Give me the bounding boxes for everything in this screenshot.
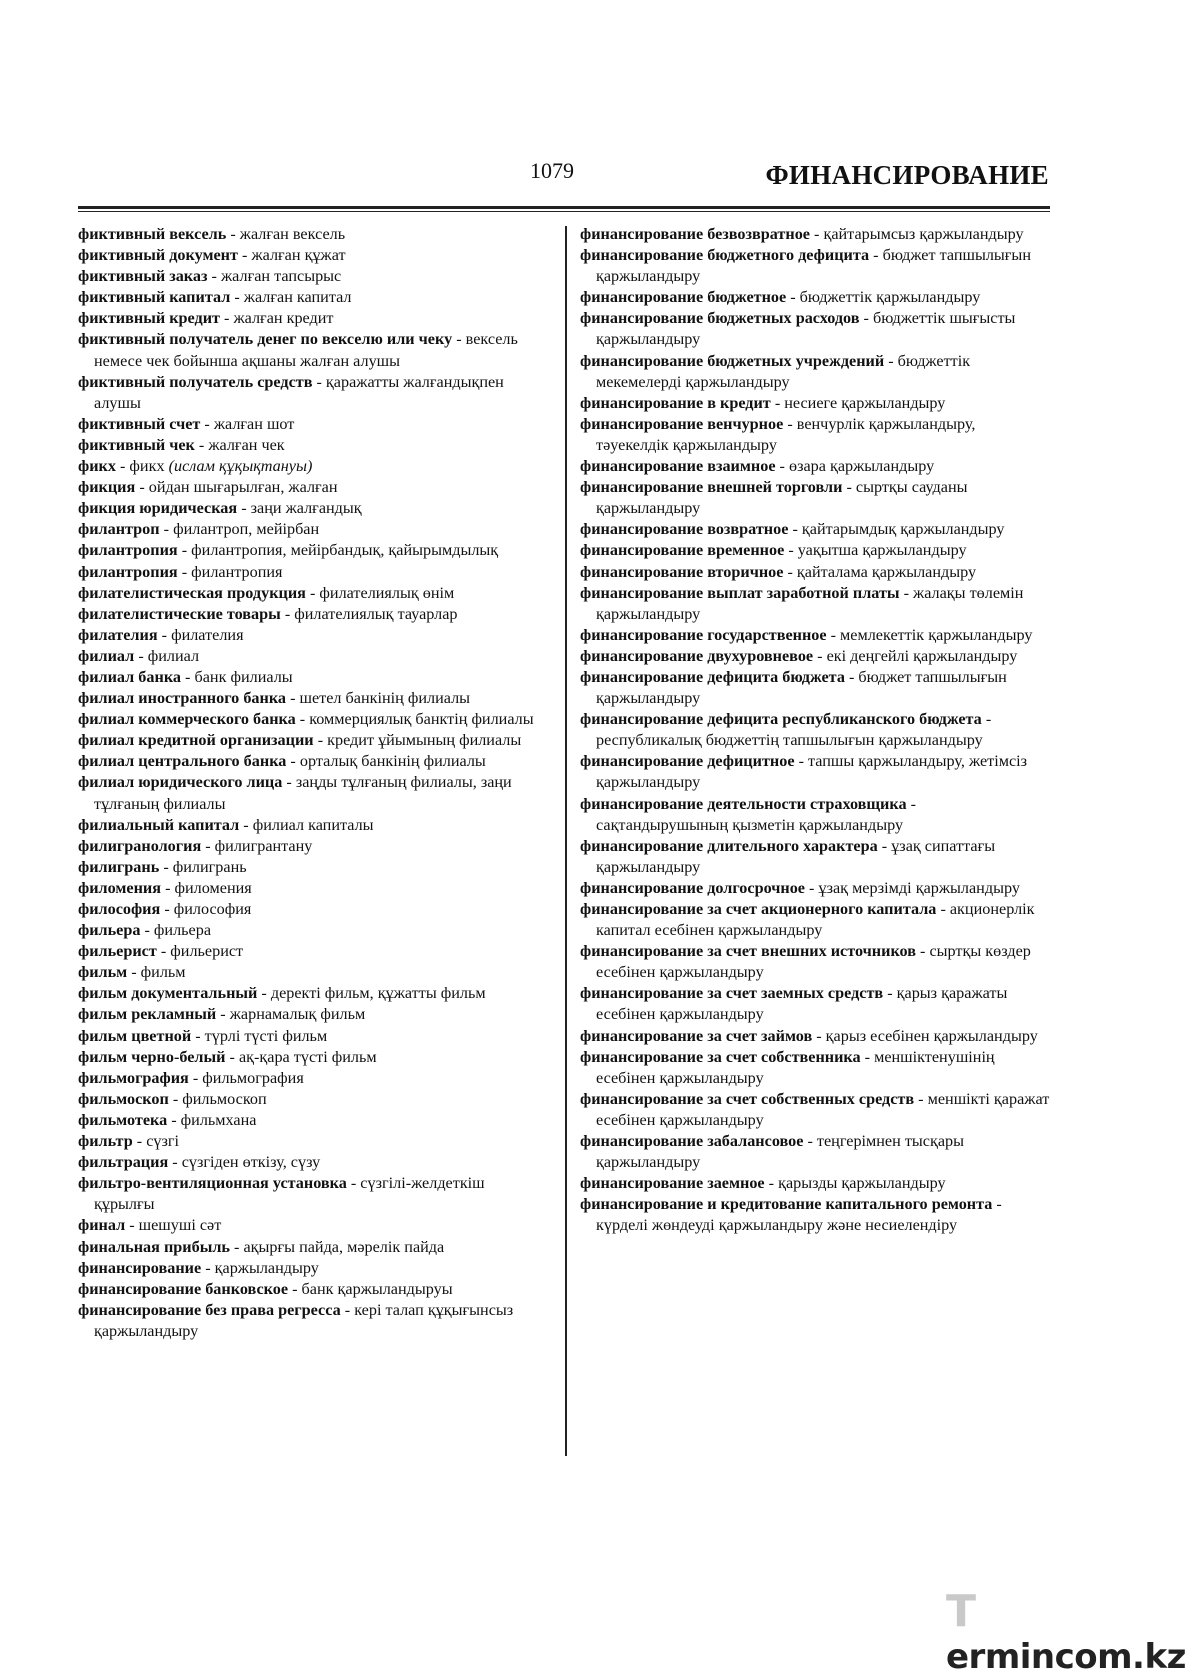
entry-definition: - ақ-қара түсті фильм bbox=[225, 1047, 377, 1066]
dictionary-entry bbox=[78, 941, 548, 962]
entry-term: финансирование двухуровневое bbox=[580, 646, 814, 665]
entry-term: филигранология bbox=[78, 836, 202, 855]
dictionary-entry bbox=[78, 920, 548, 941]
dictionary-entry bbox=[580, 351, 1050, 393]
dictionary-entry bbox=[580, 540, 1050, 561]
entry-term: финансирование деятельности страховщика bbox=[580, 794, 907, 813]
entry-definition: - жалған кредит bbox=[219, 309, 334, 328]
dictionary-entry bbox=[78, 287, 548, 308]
dictionary-entry bbox=[580, 751, 1050, 793]
dictionary-entry bbox=[580, 1173, 1050, 1194]
entry-term: филиал bbox=[78, 646, 135, 665]
entry-term: фильмоскоп bbox=[78, 1089, 169, 1108]
entry-term: финансирование взаимное bbox=[580, 457, 776, 476]
entry-term: финансирование дефицита республиканского бюджета bbox=[580, 710, 982, 729]
entry-term: финансирование забалансовое bbox=[580, 1132, 804, 1151]
entry-definition: - күрделі жөндеуді қаржыландыру және несиелендіру bbox=[596, 1195, 1002, 1235]
header-rule-thin bbox=[78, 211, 1050, 212]
entry-term: финансирование без права регресса bbox=[78, 1300, 341, 1319]
entry-term: финансирование за счет собственника bbox=[580, 1047, 861, 1066]
entry-definition: - қаражатты жалғандықпен алушы bbox=[94, 372, 504, 412]
entry-definition: - филигрантану bbox=[201, 836, 313, 855]
entry-term: филателистическая продукция bbox=[78, 583, 306, 602]
entry-definition: - кері талап құқығынсыз қаржыландыру bbox=[94, 1300, 514, 1340]
dictionary-entry bbox=[580, 308, 1050, 350]
entry-definition: - ұзақ мерзімді қаржыландыру bbox=[805, 878, 1020, 897]
entry-term: финансирование долгосрочное bbox=[580, 878, 805, 897]
entry-definition: - венчурлік қаржыландыру, тәуекелдік қаржыландыру bbox=[596, 414, 976, 454]
dictionary-entry bbox=[78, 583, 548, 604]
dictionary-entry bbox=[580, 456, 1050, 477]
entry-definition: - қайтарымдық қаржыландыру bbox=[788, 520, 1005, 539]
entry-definition: - фильмоскоп bbox=[168, 1089, 267, 1108]
dictionary-entry bbox=[78, 1131, 548, 1152]
entry-term: фильтрация bbox=[78, 1153, 169, 1172]
entry-term: финансирование венчурное bbox=[580, 414, 784, 433]
dictionary-entry bbox=[78, 266, 548, 287]
entry-definition: - философия bbox=[160, 900, 252, 918]
entry-term: финансирование дефицита бюджета bbox=[580, 667, 845, 686]
entry-term: финансирование за счет внешних источников bbox=[580, 942, 916, 961]
dictionary-entry bbox=[78, 899, 548, 920]
dictionary-entry bbox=[580, 583, 1050, 625]
entry-definition: - фильмография bbox=[188, 1068, 304, 1087]
dictionary-entry bbox=[580, 562, 1050, 583]
dictionary-entry bbox=[78, 308, 548, 329]
entry-definition: - фильмхана bbox=[167, 1110, 257, 1129]
dictionary-entry bbox=[580, 878, 1050, 899]
entry-definition: - сыртқы көздер есебінен қаржыландыру bbox=[596, 942, 1031, 982]
entry-term: финансирование государственное bbox=[580, 625, 827, 644]
entry-term: филиал иностранного банка bbox=[78, 689, 287, 708]
entry-definition: - жалған құжат bbox=[237, 246, 346, 265]
entry-term: финансирование за счет заемных средств bbox=[580, 984, 884, 1003]
dictionary-entry bbox=[78, 709, 548, 730]
dictionary-entry bbox=[78, 688, 548, 709]
entry-definition: - ұзақ сипаттағы қаржыландыру bbox=[596, 836, 996, 876]
dictionary-entry bbox=[78, 1279, 548, 1300]
dictionary-entry bbox=[78, 329, 548, 371]
entry-definition: - қарызды қаржыландыру bbox=[764, 1174, 946, 1193]
entry-definition: - фильера bbox=[140, 921, 212, 940]
entry-definition: - қаржыландыру bbox=[201, 1258, 319, 1277]
entry-definition: - фильм bbox=[127, 963, 186, 982]
dictionary-entry bbox=[78, 1026, 548, 1047]
dictionary-entry bbox=[78, 1258, 548, 1279]
entry-term: финансирование временное bbox=[580, 541, 785, 560]
entry-term: фикх bbox=[78, 457, 116, 476]
dictionary-entry bbox=[580, 1026, 1050, 1047]
dictionary-entry bbox=[78, 1237, 548, 1258]
dictionary-entry bbox=[78, 751, 548, 772]
entry-term: финансирование за счет акционерного капитала bbox=[580, 900, 937, 918]
dictionary-entry bbox=[78, 540, 548, 561]
entry-term: финальная прибыль bbox=[78, 1237, 230, 1256]
right-column bbox=[580, 224, 1050, 1237]
dictionary-entry bbox=[78, 1215, 548, 1236]
entry-term: финансирование за счет собственных средств bbox=[580, 1089, 915, 1108]
dictionary-entry bbox=[78, 1068, 548, 1089]
entry-definition: - жалған вексель bbox=[226, 225, 346, 243]
entry-term: финансирование выплат заработной платы bbox=[580, 583, 900, 602]
entry-definition: - вексель немесе чек бойынша ақшаны жалған алушы bbox=[94, 330, 518, 370]
entry-term: фиктивный счет bbox=[78, 414, 201, 433]
entry-definition: - жалған чек bbox=[194, 435, 285, 454]
entry-definition: - филомения bbox=[161, 878, 252, 897]
entry-term: филиал юридического лица bbox=[78, 773, 283, 792]
dictionary-entry bbox=[580, 1131, 1050, 1173]
entry-definition: - филателиялық өнім bbox=[305, 583, 455, 602]
entry-definition: - ақырғы пайда, мәрелік пайда bbox=[230, 1237, 445, 1256]
entry-term: филиал банка bbox=[78, 667, 181, 686]
entry-term: финансирование длительного характера bbox=[580, 836, 878, 855]
entry-definition: - қайталама қаржыландыру bbox=[783, 562, 977, 581]
dictionary-entry bbox=[78, 857, 548, 878]
entry-definition: - өзара қаржыландыру bbox=[775, 457, 935, 476]
entry-term: фильм документальный bbox=[78, 984, 258, 1003]
entry-definition: - теңгерімнен тысқары қаржыландыру bbox=[596, 1132, 964, 1172]
entry-definition: - бюджет тапшылығын қаржыландыру bbox=[596, 246, 1031, 286]
entry-definition: - жалған тапсырыс bbox=[207, 267, 342, 286]
entry-definition: - банк филиалы bbox=[181, 667, 293, 686]
dictionary-entry bbox=[580, 899, 1050, 941]
dictionary-entry bbox=[78, 730, 548, 751]
entry-definition: - меншіктенушінің есебінен қаржыландыру bbox=[596, 1047, 995, 1087]
entry-definition: - филателия bbox=[157, 625, 244, 644]
entry-term: фильм bbox=[78, 963, 128, 982]
dictionary-entry bbox=[78, 1089, 548, 1110]
entry-definition: - шешуші сәт bbox=[125, 1216, 222, 1235]
entry-definition: - фильерист bbox=[156, 942, 244, 961]
entry-definition: - қарыз есебінен қаржыландыру bbox=[812, 1026, 1038, 1045]
entry-definition: - тапшы қаржыландыру, жетімсіз қаржыландыру bbox=[596, 752, 1028, 792]
entry-definition: - банк қаржыландыруы bbox=[288, 1279, 453, 1298]
entry-definition: - түрлі түсті фильм bbox=[191, 1026, 328, 1045]
entry-definition: - филантроп, мейірбан bbox=[159, 520, 320, 539]
entry-definition: - сүзгілі-желдеткіш құрылғы bbox=[94, 1174, 485, 1214]
entry-term: фильм рекламный bbox=[78, 1005, 217, 1024]
entry-term: финансирование банковское bbox=[78, 1279, 289, 1298]
dictionary-entry bbox=[580, 836, 1050, 878]
left-column bbox=[78, 224, 548, 1342]
entry-term: финансирование бюджетных учреждений bbox=[580, 351, 885, 370]
dictionary-entry bbox=[78, 245, 548, 266]
header-rule-thick bbox=[78, 206, 1050, 209]
dictionary-entry bbox=[78, 962, 548, 983]
entry-definition: - филателиялық тауарлар bbox=[280, 604, 458, 623]
dictionary-entry bbox=[78, 815, 548, 836]
dictionary-entry bbox=[78, 477, 548, 498]
entry-term: фильм цветной bbox=[78, 1026, 192, 1045]
dictionary-entry bbox=[78, 414, 548, 435]
entry-definition: - несиеге қаржыландыру bbox=[770, 393, 946, 412]
entry-term: филантропия bbox=[78, 541, 178, 560]
dictionary-entry bbox=[580, 245, 1050, 287]
dictionary-entry bbox=[78, 667, 548, 688]
entry-definition: - сыртқы сауданы қаржыландыру bbox=[596, 478, 968, 518]
entry-definition: - орталық банкінің филиалы bbox=[286, 752, 486, 771]
entry-term: финансирование возвратное bbox=[580, 520, 789, 539]
entry-term: филателия bbox=[78, 625, 158, 644]
entry-definition: - меншікті қаражат есебінен қаржыландыру bbox=[596, 1089, 1050, 1129]
entry-term: филиальный капитал bbox=[78, 815, 240, 834]
entry-term: фильмотека bbox=[78, 1110, 168, 1129]
entry-term: фильерист bbox=[78, 942, 157, 961]
entry-term: финансирование дефицитное bbox=[580, 752, 795, 771]
entry-note: (ислам құқықтануы) bbox=[168, 457, 313, 476]
entry-definition: - ойдан шығарылған, жалған bbox=[135, 478, 338, 497]
entry-term: филиал центрального банка bbox=[78, 752, 287, 771]
entry-term: фильтро-вентиляционная установка bbox=[78, 1174, 347, 1193]
dictionary-entry bbox=[78, 224, 548, 245]
dictionary-entry bbox=[580, 646, 1050, 667]
entry-definition: - фикх bbox=[115, 457, 169, 476]
dictionary-entry bbox=[78, 1004, 548, 1025]
entry-term: филомения bbox=[78, 878, 162, 897]
entry-definition: - коммерциялық банктің филиалы bbox=[295, 710, 534, 729]
entry-definition: - жалған капитал bbox=[230, 288, 352, 307]
entry-definition: - сүзгі bbox=[132, 1132, 180, 1151]
dictionary-entry bbox=[580, 1194, 1050, 1236]
entry-definition: - акционерлік капитал есебінен қаржыландыру bbox=[596, 900, 1035, 940]
entry-term: финансирование внешней торговли bbox=[580, 478, 843, 497]
dictionary-entry bbox=[78, 1300, 548, 1342]
entry-term: филиал кредитной организации bbox=[78, 731, 314, 750]
entry-definition: - республикалық бюджеттің тапшылығын қаржыландыру bbox=[596, 710, 992, 750]
dictionary-entry bbox=[580, 1047, 1050, 1089]
dictionary-entry bbox=[78, 983, 548, 1004]
entry-term: филигрань bbox=[78, 857, 160, 876]
entry-definition: - филиал капиталы bbox=[239, 815, 374, 834]
entry-definition: - қарыз қаражаты есебінен қаржыландыру bbox=[596, 984, 1008, 1024]
running-head: ФИНАНСИРОВАНИЕ bbox=[765, 160, 1049, 190]
entry-definition: - бюджеттік шығысты қаржыландыру bbox=[596, 309, 1016, 349]
entry-term: фиктивный получатель средств bbox=[78, 372, 313, 391]
dictionary-entry bbox=[580, 477, 1050, 519]
entry-definition: - шетел банкінің филиалы bbox=[286, 689, 471, 708]
entry-term: фильмография bbox=[78, 1068, 189, 1087]
entry-definition: - заңды тұлғаның филиалы, заңи тұлғаның филиалы bbox=[94, 773, 512, 813]
dictionary-entry bbox=[78, 372, 548, 414]
entry-term: философия bbox=[78, 900, 161, 918]
dictionary-entry bbox=[580, 287, 1050, 308]
entry-term: филателистические товары bbox=[78, 604, 281, 623]
entry-definition: - кредит ұйымының филиалы bbox=[313, 731, 522, 750]
dictionary-entry bbox=[580, 794, 1050, 836]
entry-term: фиктивный кредит bbox=[78, 309, 220, 328]
entry-term: финансирование заемное bbox=[580, 1174, 765, 1193]
dictionary-entry bbox=[580, 224, 1050, 245]
dictionary-entry bbox=[580, 667, 1050, 709]
page-number: 1079 bbox=[530, 158, 574, 183]
entry-term: фикция юридическая bbox=[78, 499, 238, 518]
entry-definition: - бюджет тапшылығын қаржыландыру bbox=[596, 667, 1007, 708]
entry-term: финансирование бюджетных расходов bbox=[580, 309, 860, 328]
entry-definition: - бюджеттік қаржыландыру bbox=[786, 288, 981, 307]
dictionary-entry bbox=[78, 772, 548, 814]
dictionary-entry bbox=[580, 983, 1050, 1025]
dictionary-entry bbox=[580, 519, 1050, 540]
entry-term: филиал коммерческого банка bbox=[78, 710, 296, 729]
entry-term: фильтр bbox=[78, 1132, 133, 1151]
dictionary-entry bbox=[580, 709, 1050, 751]
entry-term: филантропия bbox=[78, 562, 178, 581]
entry-term: финансирование bbox=[78, 1258, 202, 1277]
dictionary-entry bbox=[78, 604, 548, 625]
entry-term: финансирование безвозвратное bbox=[580, 225, 810, 243]
entry-term: фиктивный получатель денег по векселю или чеку bbox=[78, 330, 453, 349]
dictionary-entry bbox=[78, 456, 548, 477]
dictionary-entry bbox=[78, 1152, 548, 1173]
entry-term: фиктивный документ bbox=[78, 246, 238, 265]
entry-definition: - жарнамалық фильм bbox=[216, 1005, 366, 1024]
entry-definition: - деректі фильм, құжатты фильм bbox=[257, 984, 486, 1003]
entry-term: фиктивный чек bbox=[78, 435, 195, 454]
entry-definition: - қайтарымсыз қаржыландыру bbox=[809, 225, 1024, 243]
dictionary-entry bbox=[78, 519, 548, 540]
entry-term: финансирование бюджетного дефицита bbox=[580, 246, 870, 265]
entry-term: финансирование бюджетное bbox=[580, 288, 787, 307]
entry-term: финансирование вторичное bbox=[580, 562, 784, 581]
entry-definition: - екі деңгейлі қаржыландыру bbox=[813, 646, 1018, 665]
entry-term: финансирование за счет займов bbox=[580, 1026, 813, 1045]
entry-definition: - жалған шот bbox=[200, 414, 295, 433]
entry-definition: - уақытша қаржыландыру bbox=[784, 541, 967, 560]
entry-term: финал bbox=[78, 1216, 126, 1235]
entry-term: фильера bbox=[78, 921, 141, 940]
entry-definition: - филигрань bbox=[159, 857, 247, 876]
watermark-text: ermincom.kz bbox=[946, 1637, 1186, 1677]
entry-term: фиктивный капитал bbox=[78, 288, 231, 307]
dictionary-entry bbox=[78, 1173, 548, 1215]
dictionary-entry bbox=[78, 1047, 548, 1068]
dictionary-entry bbox=[78, 1110, 548, 1131]
dictionary-entry bbox=[78, 625, 548, 646]
dictionary-entry bbox=[78, 498, 548, 519]
entry-term: фиктивный вексель bbox=[78, 225, 227, 243]
entry-definition: - филиал bbox=[134, 646, 200, 665]
column-divider bbox=[565, 226, 567, 1456]
dictionary-entry bbox=[580, 414, 1050, 456]
entry-definition: - сақтандырушының қызметін қаржыландыру bbox=[596, 794, 916, 834]
entry-term: фильм черно-белый bbox=[78, 1047, 226, 1066]
entry-definition: - филантропия, мейірбандық, қайырымдылық bbox=[177, 541, 499, 560]
entry-definition: - жалақы төлемін қаржыландыру bbox=[596, 583, 1024, 623]
entry-definition: - бюджеттік мекемелерді қаржыландыру bbox=[596, 351, 971, 391]
dictionary-entry bbox=[78, 878, 548, 899]
entry-definition: - филантропия bbox=[177, 562, 283, 581]
watermark-logo bbox=[946, 1586, 1186, 1677]
entry-term: финансирование и кредитование капитального ремонта bbox=[580, 1195, 993, 1214]
entry-term: филантроп bbox=[78, 520, 160, 539]
dictionary-entry bbox=[580, 1089, 1050, 1131]
dictionary-entry bbox=[78, 562, 548, 583]
dictionary-entry bbox=[580, 393, 1050, 414]
entry-term: финансирование в кредит bbox=[580, 393, 771, 412]
dictionary-entry bbox=[580, 625, 1050, 646]
dictionary-entry bbox=[78, 646, 548, 667]
entry-definition: - сүзгіден өткізу, сүзу bbox=[168, 1153, 321, 1172]
entry-term: фиктивный заказ bbox=[78, 267, 208, 286]
watermark-t-mark: T bbox=[946, 1586, 976, 1637]
dictionary-entry bbox=[78, 435, 548, 456]
entry-definition: - мемлекеттік қаржыландыру bbox=[826, 625, 1033, 644]
entry-term: фикция bbox=[78, 478, 136, 497]
entry-definition: - заңи жалғандық bbox=[237, 499, 362, 518]
dictionary-entry bbox=[78, 836, 548, 857]
dictionary-entry bbox=[580, 941, 1050, 983]
